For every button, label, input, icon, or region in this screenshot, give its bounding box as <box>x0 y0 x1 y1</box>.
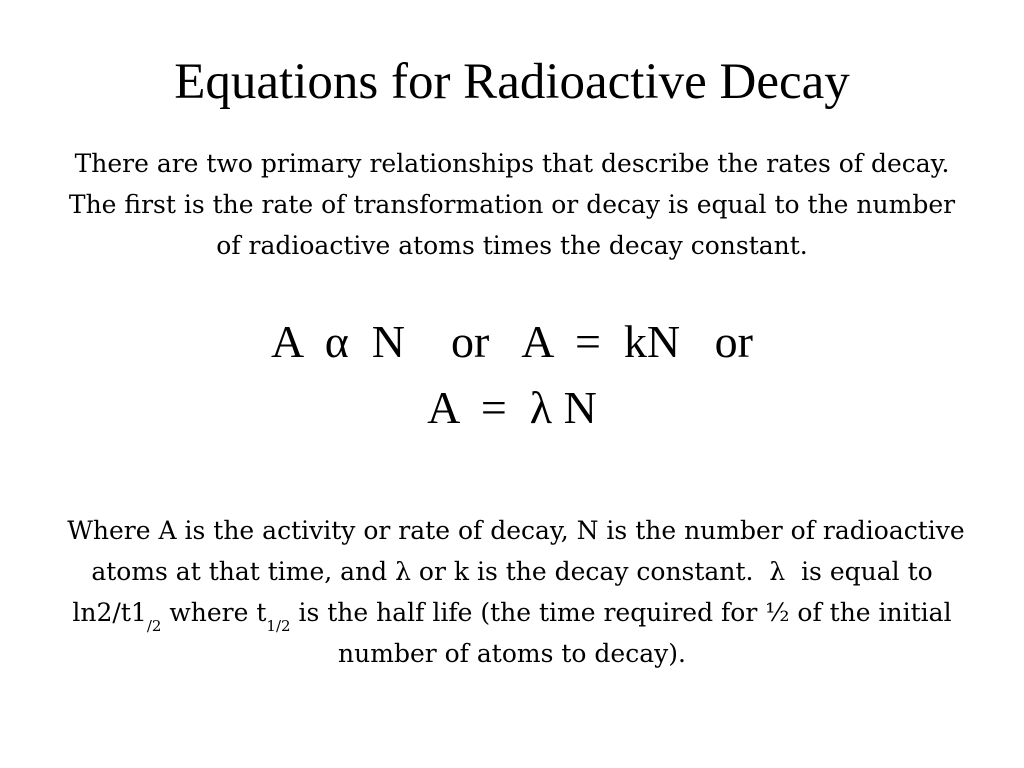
equation-line-1: A α N or A = kN or <box>271 316 753 367</box>
definition-paragraph <box>50 510 974 674</box>
half-life-subscript-1: /2 <box>146 617 162 635</box>
half-life-subscript-2: 1/2 <box>266 617 291 635</box>
definition-text-2: where t <box>161 598 267 627</box>
intro-paragraph: There are two primary relationships that describe the rates of decay. The first is the rate of transformation or decay is equal to the number of radioactive atoms times the decay constant. <box>68 149 956 260</box>
definition-text-1: Where A is the activity or rate of decay, N is the number of radioactive atoms at that time, and λ or k is the decay constant. λ is equal to ln2/t1 <box>59 516 973 627</box>
equation-line-2: A = λ N <box>427 382 597 433</box>
definition-text-3: is the half life (the time required for ½ of the initial number of atoms to decay). <box>290 598 960 668</box>
slide-title: Equations for Radioactive Decay <box>174 54 850 110</box>
